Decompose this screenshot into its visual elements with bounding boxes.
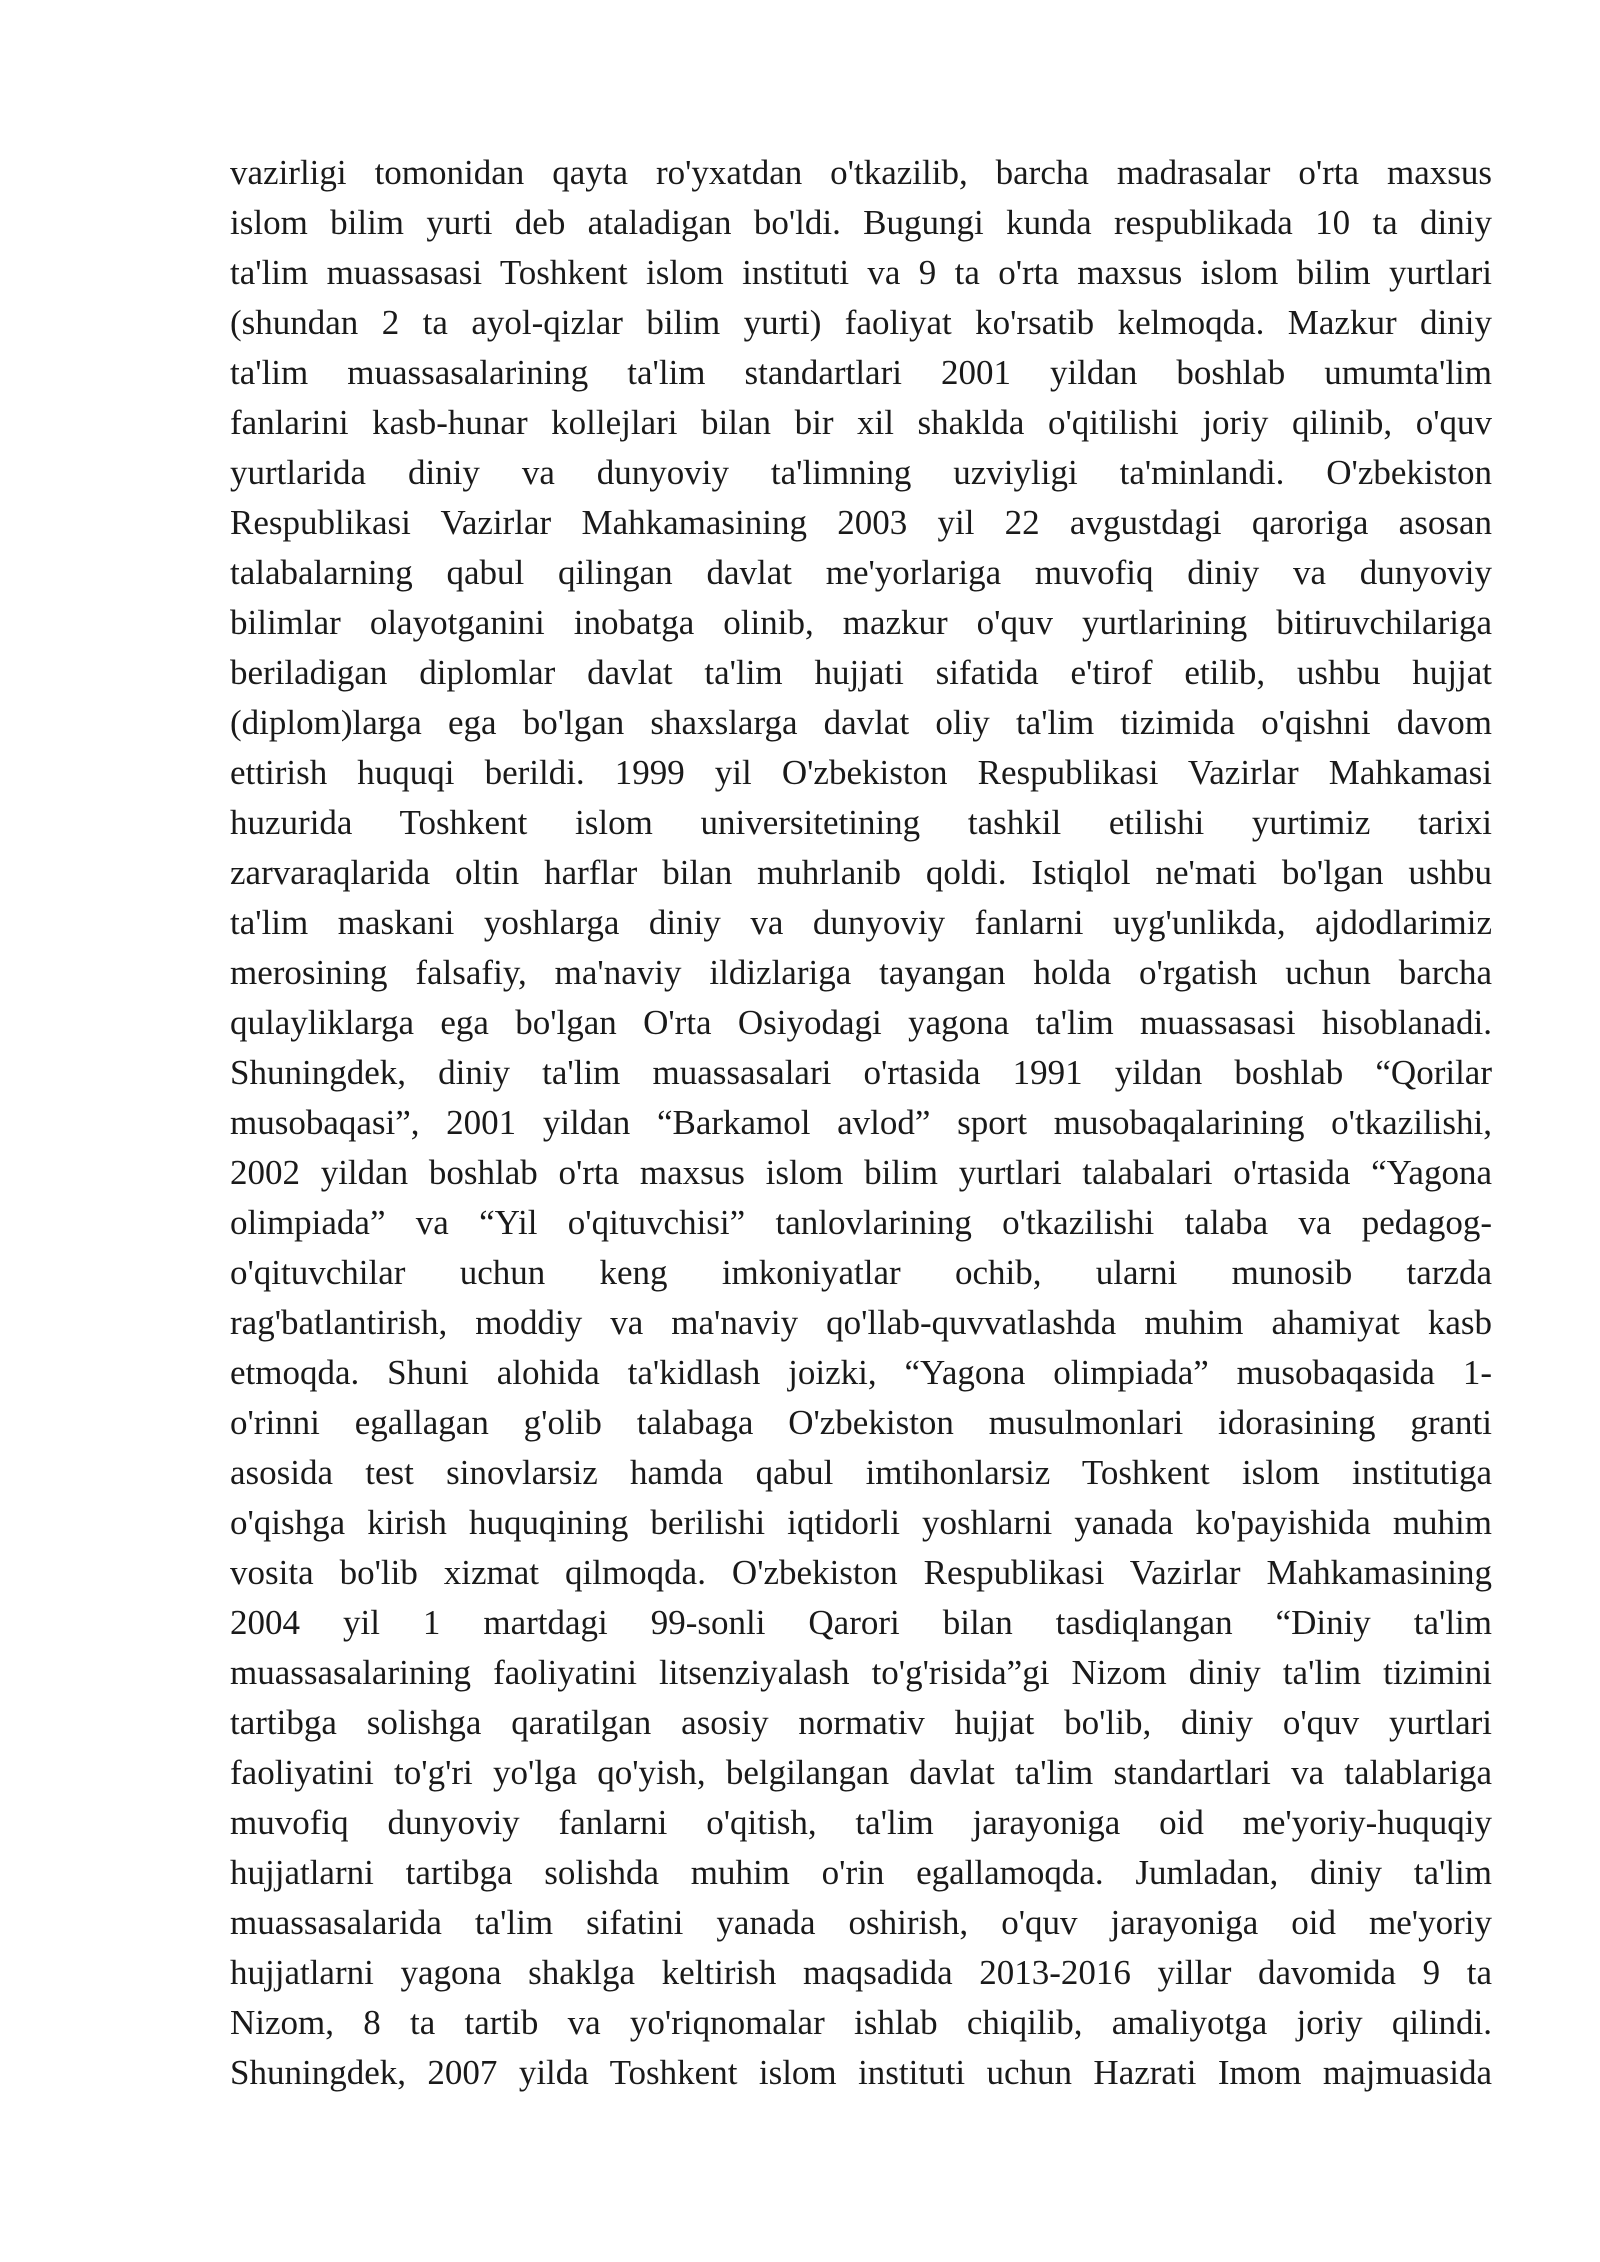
text-line: talabalarning qabul qilingan davlat me'yorlariga muvofiq diniy va dunyoviy bbox=[230, 553, 1492, 592]
text-line: zarvaraqlarida oltin harflar bilan muhrlanib qoldi. Istiqlol ne'mati bo'lgan ushbu bbox=[230, 853, 1492, 892]
body-text bbox=[230, 148, 1492, 2098]
text-line: muassasalarida ta'lim sifatini yanada oshirish, o'quv jarayoniga oid me'yoriy bbox=[230, 1903, 1492, 1942]
text-line: (diplom)larga ega bo'lgan shaxslarga davlat oliy ta'lim tizimida o'qishni davom bbox=[230, 703, 1492, 742]
text-line: tartibga solishga qaratilgan asosiy normativ hujjat bo'lib, diniy o'quv yurtlari bbox=[230, 1703, 1492, 1742]
text-line: olimpiada” va “Yil o'qituvchisi” tanlovlarining o'tkazilishi talaba va pedagog- bbox=[230, 1203, 1492, 1242]
text-line: etmoqda. Shuni alohida ta'kidlash joizki, “Yagona olimpiada” musobaqasida 1- bbox=[230, 1353, 1492, 1392]
text-line: o'rinni egallagan g'olib talabaga O'zbekiston musulmonlari idorasining granti bbox=[230, 1403, 1492, 1442]
text-line: fanlarini kasb-hunar kollejlari bilan bir xil shaklda o'qitilishi joriy qilinib, o'quv bbox=[230, 403, 1492, 442]
text-line: ta'lim muassasasi Toshkent islom instituti va 9 ta o'rta maxsus islom bilim yurtlari bbox=[230, 253, 1492, 292]
text-line: o'qishga kirish huquqining berilishi iqtidorli yoshlarni yanada ko'payishida muhim bbox=[230, 1503, 1492, 1542]
text-line: muassasalarining faoliyatini litsenziyalash to'g'risida”gi Nizom diniy ta'lim tizimini bbox=[230, 1653, 1492, 1692]
text-line: muvofiq dunyoviy fanlarni o'qitish, ta'lim jarayoniga oid me'yoriy-huquqiy bbox=[230, 1803, 1492, 1842]
text-line: ettirish huquqi berildi. 1999 yil O'zbekiston Respublikasi Vazirlar Mahkamasi bbox=[230, 753, 1492, 792]
text-line: hujjatlarni yagona shaklga keltirish maqsadida 2013-2016 yillar davomida 9 ta bbox=[230, 1953, 1492, 1992]
text-line: vosita bo'lib xizmat qilmoqda. O'zbekiston Respublikasi Vazirlar Mahkamasining bbox=[230, 1553, 1492, 1592]
text-line: o'qituvchilar uchun keng imkoniyatlar ochib, ularni munosib tarzda bbox=[230, 1253, 1492, 1292]
text-line: Shuningdek, 2007 yilda Toshkent islom instituti uchun Hazrati Imom majmuasida bbox=[230, 2053, 1492, 2092]
text-line: huzurida Toshkent islom universitetining tashkil etilishi yurtimiz tarixi bbox=[230, 803, 1492, 842]
text-line: 2004 yil 1 martdagi 99-sonli Qarori bilan tasdiqlangan “Diniy ta'lim bbox=[230, 1603, 1492, 1642]
text-line: ta'lim maskani yoshlarga diniy va dunyoviy fanlarni uyg'unlikda, ajdodlarimiz bbox=[230, 903, 1492, 942]
text-line: rag'batlantirish, moddiy va ma'naviy qo'llab-quvvatlashda muhim ahamiyat kasb bbox=[230, 1303, 1492, 1342]
text-line: (shundan 2 ta ayol-qizlar bilim yurti) faoliyat ko'rsatib kelmoqda. Mazkur diniy bbox=[230, 303, 1492, 342]
text-line: yurtlarida diniy va dunyoviy ta'limning uzviyligi ta'minlandi. O'zbekiston bbox=[230, 453, 1492, 492]
text-line: faoliyatini to'g'ri yo'lga qo'yish, belgilangan davlat ta'lim standartlari va talablariga bbox=[230, 1753, 1492, 1792]
text-line: hujjatlarni tartibga solishda muhim o'rin egallamoqda. Jumladan, diniy ta'lim bbox=[230, 1853, 1492, 1892]
text-line: ta'lim muassasalarining ta'lim standartlari 2001 yildan boshlab umumta'lim bbox=[230, 353, 1492, 392]
text-line: Shuningdek, diniy ta'lim muassasalari o'rtasida 1991 yildan boshlab “Qorilar bbox=[230, 1053, 1492, 1092]
text-line: Nizom, 8 ta tartib va yo'riqnomalar ishlab chiqilib, amaliyotga joriy qilindi. bbox=[230, 2003, 1492, 2042]
text-line: asosida test sinovlarsiz hamda qabul imtihonlarsiz Toshkent islom institutiga bbox=[230, 1453, 1492, 1492]
text-line: Respublikasi Vazirlar Mahkamasining 2003 yil 22 avgustdagi qaroriga asosan bbox=[230, 503, 1492, 542]
text-line: vazirligi tomonidan qayta ro'yxatdan o'tkazilib, barcha madrasalar o'rta maxsus bbox=[230, 153, 1492, 192]
text-line: islom bilim yurti deb ataladigan bo'ldi. Bugungi kunda respublikada 10 ta diniy bbox=[230, 203, 1492, 242]
text-line: musobaqasi”, 2001 yildan “Barkamol avlod” sport musobaqalarining o'tkazilishi, bbox=[230, 1103, 1492, 1142]
text-line: beriladigan diplomlar davlat ta'lim hujjati sifatida e'tirof etilib, ushbu hujjat bbox=[230, 653, 1492, 692]
text-line: bilimlar olayotganini inobatga olinib, mazkur o'quv yurtlarining bitiruvchilariga bbox=[230, 603, 1492, 642]
text-line: qulayliklarga ega bo'lgan O'rta Osiyodagi yagona ta'lim muassasasi hisoblanadi. bbox=[230, 1003, 1492, 1042]
text-line: merosining falsafiy, ma'naviy ildizlariga tayangan holda o'rgatish uchun barcha bbox=[230, 953, 1492, 992]
text-line: 2002 yildan boshlab o'rta maxsus islom bilim yurtlari talabalari o'rtasida “Yagona bbox=[230, 1153, 1492, 1192]
